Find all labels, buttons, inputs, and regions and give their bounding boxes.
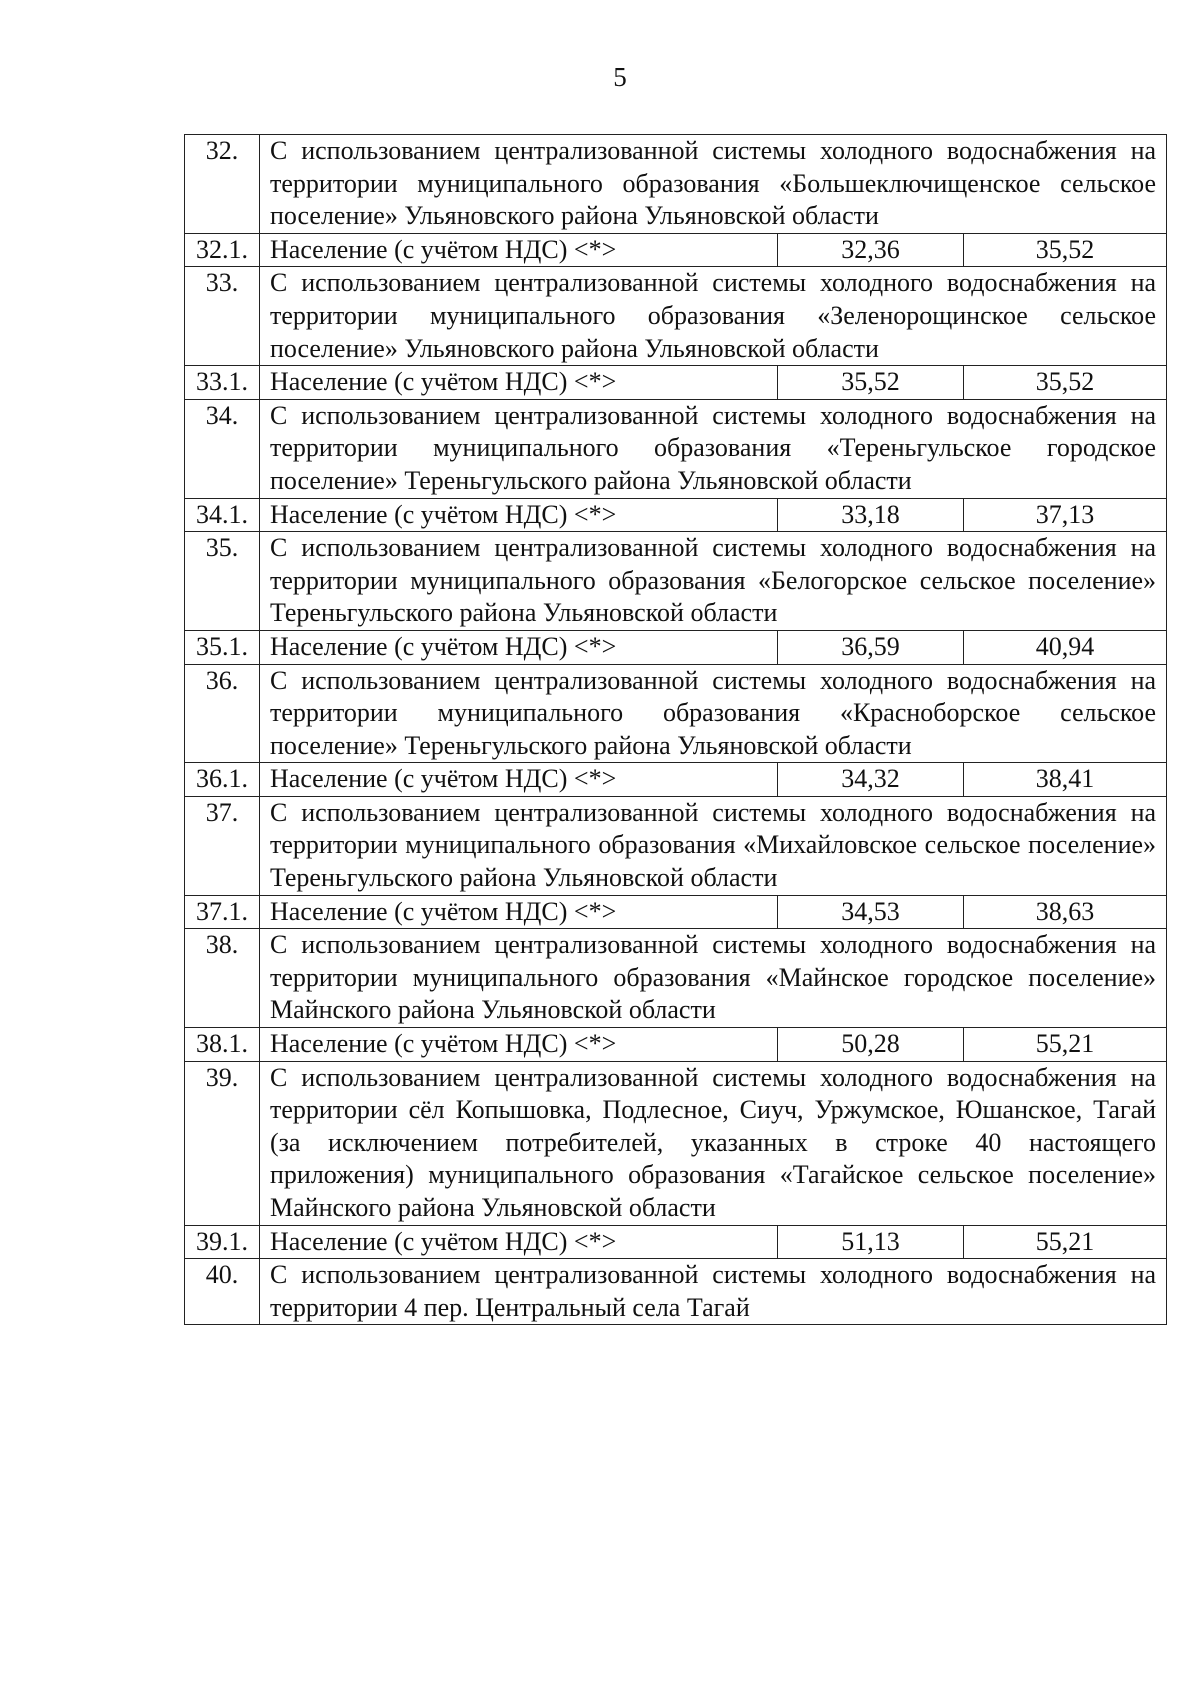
page-number: 5: [613, 62, 627, 92]
row-number: 39.: [185, 1061, 260, 1225]
consumer-label: Население (с учётом НДС) <*>: [260, 1225, 778, 1259]
tariff-value-second: 55,21: [964, 1225, 1167, 1259]
section-description: С использованием централизованной системы холодного водоснабжения на территории муниципального образования «Михайловское сельское поселение» Тереньгульского района Ульяновской области: [260, 796, 1167, 895]
tariff-value-first: 34,53: [778, 895, 964, 929]
consumer-label: Население (с учётом НДС) <*>: [260, 233, 778, 267]
tariff-value-second: 55,21: [964, 1028, 1167, 1062]
row-number: 36.1.: [185, 763, 260, 797]
tariff-value-first: 35,52: [778, 366, 964, 400]
consumer-label: Население (с учётом НДС) <*>: [260, 895, 778, 929]
row-number: 38.: [185, 929, 260, 1028]
tariff-value-first: 32,36: [778, 233, 964, 267]
section-description: С использованием централизованной системы холодного водоснабжения на территории муниципального образования «Майнское городское поселение» Майнского района Ульяновской области: [260, 929, 1167, 1028]
tariff-table: [184, 134, 1167, 1325]
consumer-label: Население (с учётом НДС) <*>: [260, 366, 778, 400]
tariff-value-first: 34,32: [778, 763, 964, 797]
tariff-row: [185, 895, 1167, 929]
tariff-row: [185, 498, 1167, 532]
section-description: С использованием централизованной системы холодного водоснабжения на территории муниципального образования «Тереньгульское городское поселение» Тереньгульского района Ульяновской области: [260, 399, 1167, 498]
row-number: 35.: [185, 532, 260, 631]
consumer-label: Население (с учётом НДС) <*>: [260, 1028, 778, 1062]
section-row: [185, 135, 1167, 234]
tariff-value-second: 38,63: [964, 895, 1167, 929]
row-number: 36.: [185, 664, 260, 763]
row-number: 40.: [185, 1259, 260, 1325]
section-row: [185, 1061, 1167, 1225]
consumer-label: Население (с учётом НДС) <*>: [260, 763, 778, 797]
section-row: [185, 929, 1167, 1028]
tariff-value-first: 33,18: [778, 498, 964, 532]
tariff-value-second: 37,13: [964, 498, 1167, 532]
tariff-value-second: 35,52: [964, 366, 1167, 400]
section-description: С использованием централизованной системы холодного водоснабжения на территории муниципального образования «Красноборское сельское поселение» Тереньгульского района Ульяновской области: [260, 664, 1167, 763]
section-row: [185, 532, 1167, 631]
section-description: С использованием централизованной системы холодного водоснабжения на территории 4 пер. Центральный села Тагай: [260, 1259, 1167, 1325]
section-description: С использованием централизованной системы холодного водоснабжения на территории муниципального образования «Зеленорощинское сельское поселение» Ульяновского района Ульяновской области: [260, 267, 1167, 366]
row-number: 35.1.: [185, 630, 260, 664]
tariff-row: [185, 630, 1167, 664]
row-number: 32.1.: [185, 233, 260, 267]
row-number: 34.: [185, 399, 260, 498]
tariff-row: [185, 233, 1167, 267]
section-description: С использованием централизованной системы холодного водоснабжения на территории муниципального образования «Большеключищенское сельское поселение» Ульяновского района Ульяновской области: [260, 135, 1167, 234]
tariff-row: [185, 1028, 1167, 1062]
section-description: С использованием централизованной системы холодного водоснабжения на территории сёл Копышовка, Подлесное, Сиуч, Уржумское, Юшанское, Тагай (за исключением потребителей, указанных в строке 40 настоящего приложения) муниципального образования «Тагайское сельское поселение» Майнского района Ульяновской области: [260, 1061, 1167, 1225]
row-number: 37.: [185, 796, 260, 895]
tariff-value-first: 50,28: [778, 1028, 964, 1062]
row-number: 34.1.: [185, 498, 260, 532]
tariff-table-body: [185, 135, 1167, 1325]
row-number: 33.: [185, 267, 260, 366]
section-row: [185, 267, 1167, 366]
consumer-label: Население (с учётом НДС) <*>: [260, 630, 778, 664]
tariff-row: [185, 366, 1167, 400]
row-number: 32.: [185, 135, 260, 234]
section-row: [185, 399, 1167, 498]
tariff-value-second: 35,52: [964, 233, 1167, 267]
row-number: 33.1.: [185, 366, 260, 400]
tariff-value-second: 40,94: [964, 630, 1167, 664]
tariff-value-first: 51,13: [778, 1225, 964, 1259]
row-number: 39.1.: [185, 1225, 260, 1259]
section-row: [185, 796, 1167, 895]
row-number: 37.1.: [185, 895, 260, 929]
tariff-row: [185, 763, 1167, 797]
row-number: 38.1.: [185, 1028, 260, 1062]
consumer-label: Население (с учётом НДС) <*>: [260, 498, 778, 532]
section-row: [185, 664, 1167, 763]
tariff-value-first: 36,59: [778, 630, 964, 664]
section-description: С использованием централизованной системы холодного водоснабжения на территории муниципального образования «Белогорское сельское поселение» Тереньгульского района Ульяновской области: [260, 532, 1167, 631]
tariff-value-second: 38,41: [964, 763, 1167, 797]
tariff-row: [185, 1225, 1167, 1259]
section-row: [185, 1259, 1167, 1325]
